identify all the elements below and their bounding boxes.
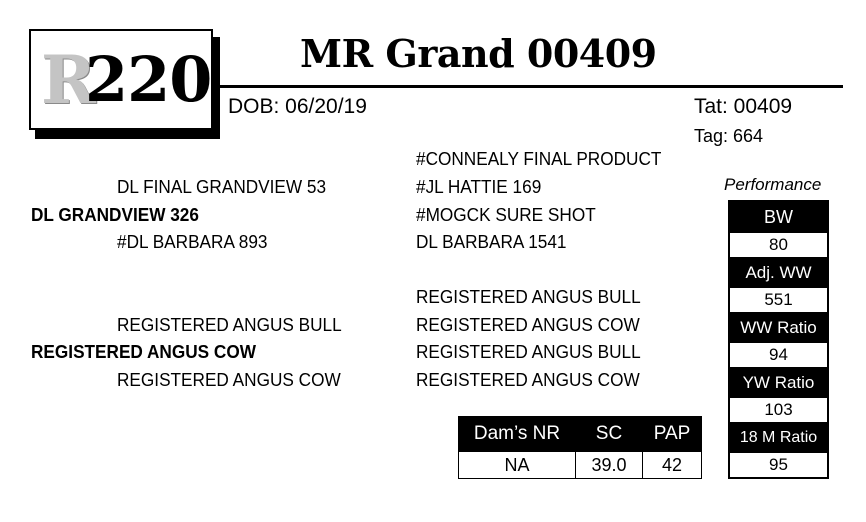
performance-title: Performance xyxy=(724,175,822,194)
adj-ww-label: Adj. WW xyxy=(730,257,827,288)
pap-header: PAP xyxy=(643,417,702,452)
pedigree-ddd: REGISTERED ANGUS COW xyxy=(416,369,640,390)
animal-name: MR Grand 00409 xyxy=(300,31,657,76)
dam-table xyxy=(458,416,702,479)
pedigree-dss: REGISTERED ANGUS BULL xyxy=(416,286,641,307)
ww-ratio-label: WW Ratio xyxy=(730,312,827,343)
lot-number: 220 xyxy=(85,43,212,116)
pedigree-sdd: DL BARBARA 1541 xyxy=(416,231,567,252)
ww-ratio-value: 94 xyxy=(730,343,827,367)
sc-header: SC xyxy=(576,417,643,452)
pedigree-ssd: #JL HATTIE 169 xyxy=(416,176,542,197)
adj-ww-value: 551 xyxy=(730,288,827,312)
pap-value: 42 xyxy=(643,452,702,479)
lot-box xyxy=(29,29,213,130)
dob: DOB: 06/20/19 xyxy=(228,95,367,118)
pedigree-dsd: REGISTERED ANGUS COW xyxy=(416,314,640,335)
18m-ratio-label: 18 M Ratio xyxy=(730,422,827,453)
tag: Tag: 664 xyxy=(694,126,764,146)
yw-ratio-label: YW Ratio xyxy=(730,367,827,398)
pedigree-sire-dam: #DL BARBARA 893 xyxy=(117,231,268,252)
sc-value: 39.0 xyxy=(576,452,643,479)
dam-table-row xyxy=(459,452,702,479)
bw-label: BW xyxy=(730,202,827,233)
pedigree-dam: REGISTERED ANGUS COW xyxy=(31,341,256,362)
pedigree-dam-dam: REGISTERED ANGUS COW xyxy=(117,369,341,390)
pedigree-dam-sire: REGISTERED ANGUS BULL xyxy=(117,314,342,335)
pedigree-sire-sire: DL FINAL GRANDVIEW 53 xyxy=(117,176,327,197)
header-rule xyxy=(215,85,843,88)
tattoo: Tat: 00409 xyxy=(694,95,793,118)
yw-ratio-value: 103 xyxy=(730,398,827,422)
pedigree-sss: #CONNEALY FINAL PRODUCT xyxy=(416,148,662,169)
ranch-logo: R xyxy=(41,41,96,119)
bw-value: 80 xyxy=(730,233,827,257)
dam-nr-value: NA xyxy=(459,452,576,479)
performance-panel xyxy=(728,200,829,479)
pedigree-sds: #MOGCK SURE SHOT xyxy=(416,204,596,225)
pedigree-dds: REGISTERED ANGUS BULL xyxy=(416,341,641,362)
18m-ratio-value: 95 xyxy=(730,453,827,477)
pedigree-sire: DL GRANDVIEW 326 xyxy=(31,204,199,225)
dam-nr-header: Dam’s NR xyxy=(459,417,576,452)
dam-table-header xyxy=(459,417,702,452)
